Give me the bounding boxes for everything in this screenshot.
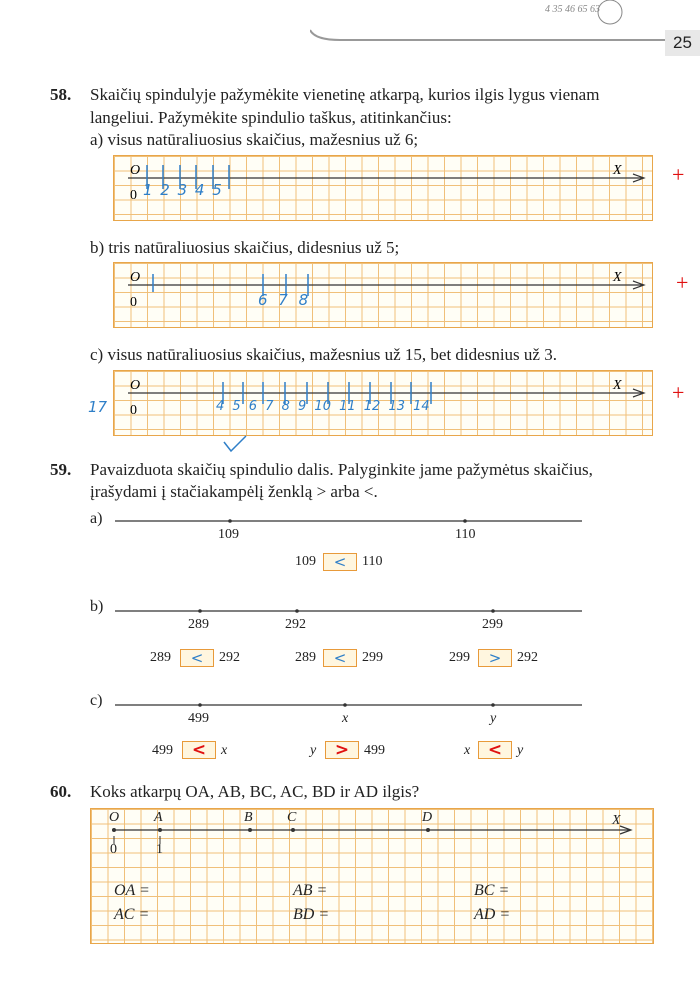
ex59-a-label: a) [90, 510, 103, 527]
ex60-scale-0: 0 [110, 842, 117, 857]
origin-label: O [130, 163, 141, 178]
ex59-c-answer-box-3[interactable]: < [478, 741, 512, 759]
svg-text:X: X [613, 270, 622, 285]
ex59-c-tick-0: 499 [188, 711, 209, 726]
svg-text:X: X [613, 378, 622, 393]
svg-text:0: 0 [130, 403, 137, 418]
end-label: X [613, 163, 622, 178]
ex60-ray [90, 808, 654, 868]
header-bar [310, 0, 670, 42]
svg-text:O: O [130, 270, 141, 285]
ex58-b-handwritten: 6 7 8 [258, 291, 309, 309]
ex60-point-B: B [244, 810, 253, 825]
ex59-b-cmp1-left: 289 [150, 650, 171, 665]
ex59-b-tick-1: 292 [285, 617, 306, 632]
ex58-b-label: b) tris natūraliuosius skaičius, didesnius už 5; [90, 238, 400, 257]
ex59-a-tick-0: 109 [218, 527, 239, 542]
answer-BD[interactable]: BD = [293, 906, 330, 923]
check-mark-icon [222, 434, 248, 454]
answer-AB[interactable]: AB = [293, 882, 328, 899]
ex58-a-handwritten: 1 2 3 4 5 [143, 181, 222, 199]
ex59-c-cmp2-left: y [310, 743, 317, 758]
header-doodle: 4 35 46 65 63 [545, 4, 600, 15]
ex59-number: 59. [50, 460, 72, 479]
ex58-ray-b [113, 262, 653, 328]
ex59-text-line2: įrašydami į stačiakampėlį ženklą > arba <. [90, 482, 378, 501]
ex59-b-line [115, 605, 585, 617]
header-curve [310, 0, 670, 42]
ex58-c-label: c) visus natūraliuosius skaičius, mažesnius už 15, bet didesnius už 3. [90, 345, 557, 364]
ex59-c-cmp2-right: 499 [364, 743, 385, 758]
ex59-b-answer-box-3[interactable]: > [478, 649, 512, 667]
ex59-b-label: b) [90, 598, 104, 615]
ex59-b-tick-2: 299 [482, 617, 503, 632]
ex60-end-label: X [612, 813, 621, 828]
ex60-number: 60. [50, 782, 72, 801]
ex59-a-answer-box[interactable]: < [323, 553, 357, 571]
page-number: 25 [665, 30, 700, 56]
ex59-b-cmp3-right: 292 [517, 650, 538, 665]
ex59-b-cmp3-left: 299 [449, 650, 470, 665]
ex58-a-label: a) visus natūraliuosius skaičius, mažesnius už 6; [90, 130, 419, 149]
ex59-b-cmp2-left: 289 [295, 650, 316, 665]
ex59-c-label: c) [90, 692, 103, 709]
ex59-c-tick-1: x [342, 711, 349, 726]
ex60-scale-1: 1 [156, 842, 163, 857]
ex59-c-answer-box-1[interactable]: < [182, 741, 216, 759]
ex60-point-C: C [287, 810, 297, 825]
ex59-a-line [115, 515, 585, 527]
ex59-a-cmp-right: 110 [362, 554, 383, 569]
ex58-c-handwritten: 4 5 6 7 8 9 10 11 12 13 14 [216, 399, 430, 414]
ex59-c-cmp1-left: 499 [152, 743, 173, 758]
svg-text:O: O [130, 378, 141, 393]
ex59-b-answer-box-1[interactable]: < [180, 649, 214, 667]
grade-mark-b: + [676, 270, 689, 295]
grade-mark-c: + [672, 380, 685, 405]
ex59-b-tick-0: 289 [188, 617, 209, 632]
ex59-c-line [115, 699, 585, 711]
answer-AC[interactable]: AC = [114, 906, 150, 923]
ex58-text-line2: langeliui. Pažymėkite spindulio taškus, atitinkančius: [90, 108, 452, 127]
ex58-number: 58. [50, 85, 72, 104]
ex59-text-line1: Pavaizduota skaičių spindulio dalis. Palyginkite jame pažymėtus skaičius, [90, 460, 593, 479]
ex59-c-tick-2: y [490, 711, 497, 726]
ex59-b-cmp2-right: 299 [362, 650, 383, 665]
answer-BC[interactable]: BC = [474, 882, 510, 899]
ex59-c-cmp1-right: x [221, 743, 228, 758]
ex59-b-answer-box-2[interactable]: < [323, 649, 357, 667]
grade-mark-a: + [672, 162, 685, 187]
svg-text:0: 0 [130, 295, 137, 310]
ex59-c-cmp3-right: y [517, 743, 524, 758]
ex59-a-tick-1: 110 [455, 527, 476, 542]
ex59-a-cmp-left: 109 [295, 554, 316, 569]
ex59-c-answer-box-2[interactable]: > [325, 741, 359, 759]
ex60-point-D: D [422, 810, 433, 825]
ex59-c-cmp3-left: x [464, 743, 471, 758]
ex59-b-cmp1-right: 292 [219, 650, 240, 665]
ex60-text: Koks atkarpų OA, AB, BC, AC, BD ir AD ilgis? [90, 782, 420, 801]
ex60-point-A: A [154, 810, 163, 825]
answer-AD[interactable]: AD = [474, 906, 511, 923]
ex60-point-O: O [109, 810, 120, 825]
zero-label: 0 [130, 188, 137, 203]
ex58-text-line1: Skaičių spindulyje pažymėkite vienetinę atkarpą, kurios ilgis lygus vienam [90, 85, 600, 104]
answer-OA[interactable]: OA = [114, 882, 150, 899]
ex58-c-left-note: 17 [88, 398, 108, 416]
